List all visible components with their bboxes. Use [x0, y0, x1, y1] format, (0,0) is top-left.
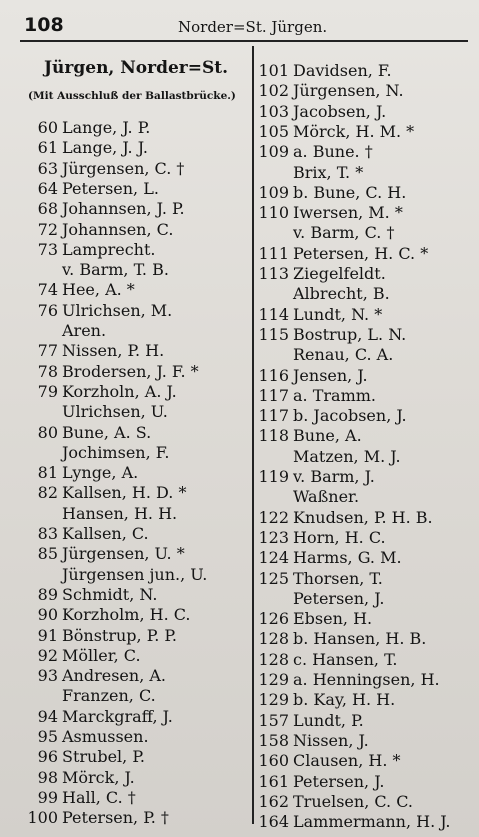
directory-entry — [62, 401, 168, 423]
house-number: 89 — [37, 584, 58, 604]
resident-name: Jürgensen, N. — [293, 81, 404, 101]
directory-entry — [256, 121, 414, 143]
resident-name: Ziegelfeldt. — [293, 264, 386, 283]
resident-name: c. Hansen, T. — [293, 649, 398, 669]
resident-name: Nissen, J. — [293, 730, 369, 750]
directory-entry — [256, 771, 384, 793]
section-note: (Mit Ausschluß der Ballastbrücke.) — [28, 90, 236, 102]
directory-entry — [256, 60, 392, 82]
house-number: 68 — [37, 199, 58, 219]
house-number: 98 — [37, 767, 58, 787]
resident-name: Brix, T. * — [293, 162, 364, 182]
resident-name: Bune, A. — [293, 426, 362, 446]
resident-name: Jürgensen, C. † — [62, 158, 185, 178]
directory-entry — [25, 381, 177, 403]
directory-entry — [256, 669, 440, 691]
directory-entry — [256, 568, 383, 590]
directory-entry — [256, 365, 368, 387]
resident-name: Korzholn, A. J. — [62, 381, 177, 401]
directory-entry — [62, 503, 177, 525]
column-divider — [252, 46, 254, 824]
house-number: 61 — [37, 138, 58, 158]
house-number: 78 — [37, 361, 58, 381]
house-number: 92 — [37, 645, 58, 665]
house-number: 74 — [37, 280, 58, 300]
directory-entry — [256, 608, 372, 630]
resident-name: b. Hansen, H. B. — [293, 629, 427, 649]
house-number: 100 — [27, 808, 58, 828]
resident-name: Jensen, J. — [293, 365, 368, 385]
resident-name: Lundt, N. * — [293, 304, 383, 324]
resident-name: Johannsen, C. — [62, 219, 174, 239]
directory-entry — [256, 324, 406, 346]
resident-name: Hee, A. * — [62, 280, 135, 300]
directory-entry — [25, 422, 151, 444]
directory-entry — [256, 405, 407, 427]
directory-entry — [256, 811, 451, 833]
resident-name: Jürgensen jun., U. — [62, 564, 208, 584]
house-number: 105 — [258, 121, 289, 141]
directory-entry — [293, 162, 363, 184]
directory-entry — [256, 689, 395, 711]
directory-entry — [62, 259, 169, 281]
house-number: 90 — [37, 605, 58, 625]
resident-name: Petersen, L. — [62, 178, 159, 198]
house-number: 64 — [37, 178, 58, 198]
house-number: 103 — [258, 101, 289, 121]
resident-name: Ulrichsen, U. — [62, 402, 168, 422]
house-number: 116 — [258, 365, 289, 385]
house-number: 63 — [37, 158, 58, 178]
directory-entry — [25, 300, 172, 322]
house-number: 162 — [258, 791, 289, 811]
resident-name: Clausen, H. * — [293, 751, 401, 771]
resident-name: v. Barm, J. — [293, 467, 375, 486]
header-rule — [20, 40, 468, 42]
directory-entry — [25, 706, 173, 728]
house-number: 109 — [258, 142, 289, 162]
resident-name: Jacobsen, J. — [293, 101, 387, 121]
directory-entry — [256, 791, 413, 813]
resident-name: Petersen, P. † — [62, 808, 169, 828]
house-number: 160 — [258, 751, 289, 771]
directory-entry — [25, 645, 141, 667]
directory-entry — [256, 141, 373, 163]
resident-name: Asmussen. — [62, 727, 149, 746]
resident-name: b. Jacobsen, J. — [293, 406, 407, 426]
directory-entry — [256, 527, 386, 549]
resident-name: Waßner. — [293, 487, 360, 507]
house-number: 161 — [258, 771, 289, 791]
resident-name: Nissen, P. H. — [62, 341, 165, 361]
directory-entry — [256, 649, 398, 671]
running-title: Norder=St. Jürgen. — [178, 18, 328, 36]
directory-entry — [25, 361, 199, 383]
directory-entry — [256, 425, 362, 447]
resident-name: Franzen, C. — [62, 686, 156, 706]
directory-entry — [25, 543, 185, 565]
directory-entry — [256, 202, 403, 224]
resident-name: b. Bune, C. H. — [293, 182, 407, 202]
directory-entry — [25, 340, 164, 362]
resident-name: a. Henningsen, H. — [293, 670, 440, 689]
house-number: 99 — [37, 787, 58, 807]
house-number: 129 — [258, 670, 289, 689]
resident-name: Knudsen, P. H. B. — [293, 507, 433, 527]
directory-entry — [62, 564, 207, 586]
directory-entry — [25, 158, 184, 180]
house-number: 96 — [37, 747, 58, 767]
resident-name: Jürgensen, U. * — [62, 544, 185, 564]
directory-entry — [256, 710, 364, 732]
house-number: 72 — [37, 219, 58, 239]
house-number: 117 — [258, 385, 289, 405]
directory-entry — [256, 628, 426, 650]
directory-entry — [25, 746, 145, 768]
resident-name: Ulrichsen, M. — [62, 300, 173, 320]
directory-entry — [25, 137, 148, 159]
directory-entry — [293, 344, 393, 366]
directory-entry — [293, 588, 384, 610]
directory-entry — [25, 604, 191, 626]
directory-entry — [25, 523, 149, 545]
resident-name: Hall, C. † — [62, 787, 136, 807]
resident-name: b. Kay, H. H. — [293, 690, 396, 710]
resident-name: Bune, A. S. — [62, 422, 152, 442]
section-title: Jürgen, Norder=St. — [44, 58, 229, 78]
resident-name: Kallsen, H. D. * — [62, 483, 187, 503]
house-number: 85 — [37, 544, 58, 564]
resident-name: Schmidt, N. — [62, 584, 158, 604]
resident-name: Korzholm, H. C. — [62, 605, 191, 625]
house-number: 126 — [258, 609, 289, 629]
house-number: 117 — [258, 406, 289, 426]
house-number: 115 — [258, 324, 289, 344]
directory-entry — [256, 730, 369, 752]
directory-entry — [62, 320, 106, 342]
directory-entry — [256, 304, 382, 326]
resident-name: Ebsen, H. — [293, 609, 373, 629]
resident-name: Brodersen, J. F. * — [62, 361, 199, 381]
house-number: 93 — [37, 666, 58, 686]
directory-entry — [25, 625, 177, 647]
resident-name: Truelsen, C. C. — [293, 791, 413, 811]
house-number: 102 — [258, 81, 289, 101]
resident-name: Möller, C. — [62, 645, 141, 665]
house-number: 77 — [37, 341, 58, 361]
directory-entry — [256, 263, 386, 285]
directory-entry — [293, 446, 401, 468]
resident-name: Johannsen, J. P. — [62, 199, 185, 219]
resident-name: Jochimsen, F. — [62, 442, 170, 462]
house-number: 82 — [37, 483, 58, 503]
resident-name: a. Tramm. — [293, 385, 376, 405]
resident-name: Petersen, J. — [293, 588, 385, 608]
resident-name: Kallsen, C. — [62, 524, 149, 543]
house-number: 164 — [258, 812, 289, 832]
house-number: 110 — [258, 203, 289, 223]
house-number: 81 — [37, 463, 58, 483]
directory-entry — [256, 466, 375, 488]
directory-entry — [25, 198, 185, 220]
house-number: 83 — [37, 524, 58, 543]
directory-entry — [256, 182, 406, 204]
directory-entry — [25, 665, 166, 687]
house-number: 95 — [37, 727, 58, 746]
directory-entry — [62, 442, 169, 464]
directory-entry — [256, 507, 433, 529]
house-number: 101 — [258, 61, 289, 80]
directory-entry — [62, 685, 156, 707]
resident-name: Mörck, J. — [62, 767, 135, 787]
house-number: 76 — [37, 300, 58, 320]
directory-entry — [256, 547, 402, 569]
resident-name: Strubel, P. — [62, 747, 145, 767]
house-number: 79 — [37, 381, 58, 401]
resident-name: Petersen, J. — [293, 771, 385, 791]
directory-entry — [25, 787, 136, 809]
resident-name: Marckgraff, J. — [62, 706, 173, 726]
house-number: 119 — [258, 467, 289, 486]
resident-name: Aren. — [62, 321, 107, 340]
directory-entry — [293, 222, 394, 244]
house-number: 111 — [258, 243, 289, 263]
house-number: 124 — [258, 548, 289, 568]
resident-name: Lamprecht. — [62, 239, 156, 259]
page-number: 108 — [24, 14, 64, 36]
house-number: 109 — [258, 182, 289, 202]
resident-name: Bostrup, L. N. — [293, 324, 407, 344]
directory-entry — [256, 750, 400, 772]
directory-entry — [25, 279, 135, 301]
directory-entry — [25, 239, 155, 261]
directory-entry — [256, 243, 428, 265]
resident-name: a. Bune. † — [293, 142, 373, 162]
resident-name: Lange, J. P. — [62, 118, 151, 137]
house-number: 122 — [258, 507, 289, 527]
house-number: 129 — [258, 690, 289, 710]
resident-name: Matzen, M. J. — [293, 446, 401, 466]
house-number: 118 — [258, 426, 289, 446]
resident-name: Bönstrup, P. P. — [62, 625, 178, 645]
resident-name: Iwersen, M. * — [293, 203, 403, 223]
resident-name: Thorsen, T. — [293, 568, 383, 588]
house-number: 91 — [37, 625, 58, 645]
resident-name: Petersen, H. C. * — [293, 243, 429, 263]
directory-entry — [25, 726, 149, 748]
house-number: 60 — [37, 118, 58, 137]
resident-name: Hansen, H. H. — [62, 503, 178, 523]
house-number: 113 — [258, 264, 289, 283]
resident-name: Renau, C. A. — [293, 345, 394, 365]
resident-name: Lynge, A. — [62, 463, 139, 483]
resident-name: Lammermann, H. J. — [293, 812, 451, 832]
directory-entry — [25, 219, 173, 241]
resident-name: Davidsen, F. — [293, 61, 392, 80]
house-number: 125 — [258, 568, 289, 588]
resident-name: Lundt, P. — [293, 710, 364, 730]
house-number: 158 — [258, 730, 289, 750]
resident-name: Mörck, H. M. * — [293, 121, 415, 141]
resident-name: Andresen, A. — [62, 666, 167, 686]
directory-entry — [293, 486, 359, 508]
directory-entry — [256, 101, 386, 123]
house-number: 94 — [37, 706, 58, 726]
resident-name: v. Barm, C. † — [293, 223, 395, 243]
house-number: 123 — [258, 527, 289, 547]
directory-entry — [25, 462, 138, 484]
house-number: 128 — [258, 629, 289, 649]
directory-entry — [256, 385, 376, 407]
directory-entry — [25, 178, 159, 200]
resident-name: Horn, H. C. — [293, 527, 386, 547]
house-number: 73 — [37, 239, 58, 259]
resident-name: Albrecht, B. — [293, 284, 390, 304]
directory-entry — [25, 117, 150, 139]
house-number: 80 — [37, 422, 58, 442]
house-number: 128 — [258, 649, 289, 669]
resident-name: Lange, J. J. — [62, 138, 148, 158]
house-number: 114 — [258, 304, 289, 324]
directory-entry — [25, 807, 169, 829]
house-number: 157 — [258, 710, 289, 730]
directory-entry — [25, 767, 135, 789]
directory-entry — [293, 283, 390, 305]
resident-name: v. Barm, T. B. — [62, 260, 169, 280]
directory-entry — [25, 482, 186, 504]
directory-entry — [256, 80, 404, 102]
resident-name: Harms, G. M. — [293, 548, 402, 568]
directory-entry — [25, 584, 157, 606]
